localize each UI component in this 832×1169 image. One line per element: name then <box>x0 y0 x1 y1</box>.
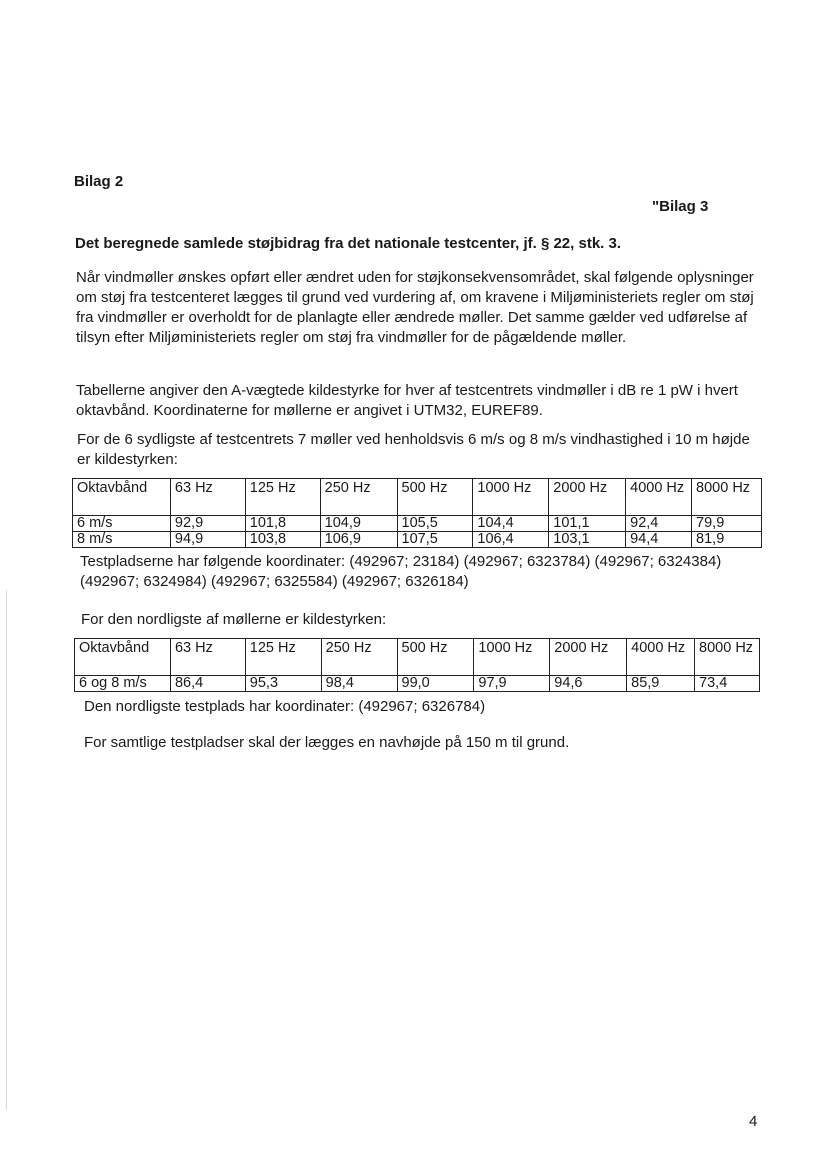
table-cell: 107,5 <box>397 532 473 548</box>
table-row <box>75 676 760 692</box>
table-cell: 94,4 <box>626 532 692 548</box>
table-cell: 73,4 <box>695 676 760 692</box>
table-header-cell: 2000 Hz <box>550 639 627 676</box>
source-strength-table-north <box>74 638 760 692</box>
table-cell: 8 m/s <box>73 532 171 548</box>
table-header-cell: 4000 Hz <box>627 639 695 676</box>
table-header-cell: 8000 Hz <box>692 479 762 516</box>
scan-margin-line <box>6 590 7 1110</box>
table-header-cell: 125 Hz <box>245 639 321 676</box>
table-cell: 79,9 <box>692 516 762 532</box>
table-cell: 101,8 <box>245 516 320 532</box>
table-cell: 98,4 <box>321 676 397 692</box>
table-cell: 101,1 <box>549 516 626 532</box>
table-cell: 103,1 <box>549 532 626 548</box>
paragraph-south-turbines: For de 6 sydligste af testcentrets 7 møller ved henholdsvis 6 m/s og 8 m/s vindhastighed i 10 m højde er kildestyrken: <box>77 431 750 468</box>
table-header-cell: 500 Hz <box>397 639 474 676</box>
table-cell: 6 og 8 m/s <box>75 676 171 692</box>
table-header-cell: 2000 Hz <box>549 479 626 516</box>
table-cell: 6 m/s <box>73 516 171 532</box>
page-number: 4 <box>749 1113 758 1130</box>
table-cell: 104,4 <box>473 516 549 532</box>
table-header-cell: 63 Hz <box>170 479 245 516</box>
table-cell: 94,9 <box>170 532 245 548</box>
section-heading: Det beregnede samlede støjbidrag fra det nationale testcenter, jf. § 22, stk. 3. <box>75 235 622 252</box>
table-cell: 86,4 <box>170 676 245 692</box>
source-strength-table-south <box>72 478 762 548</box>
table-cell: 99,0 <box>397 676 474 692</box>
table-header-cell: 500 Hz <box>397 479 473 516</box>
table-row <box>73 516 762 532</box>
table-cell: 105,5 <box>397 516 473 532</box>
coordinates-south: Testpladserne har følgende koordinater: (492967; 23184) (492967; 6323784) (492967; 6324384) (492967; 6324984) (492967; 6325584) (492967; 6326184) <box>80 553 722 590</box>
table-cell: 106,4 <box>473 532 549 548</box>
table-header-cell: 250 Hz <box>320 479 397 516</box>
table-header-cell: 8000 Hz <box>695 639 760 676</box>
table-header-cell: Oktavbånd <box>75 639 171 676</box>
annex-label-right: "Bilag 3 <box>652 198 709 215</box>
paragraph-tables-description: Tabellerne angiver den A-vægtede kildestyrke for hver af testcentrets vindmøller i dB re 1 pW i hvert oktavbånd. Koordinaterne for møllerne er angivet i UTM32, EUREF89. <box>76 382 738 419</box>
table-cell: 94,6 <box>550 676 627 692</box>
table-cell: 95,3 <box>245 676 321 692</box>
annex-label-left: Bilag 2 <box>74 173 124 190</box>
table-cell: 81,9 <box>692 532 762 548</box>
table-header-cell: 63 Hz <box>170 639 245 676</box>
table-cell: 104,9 <box>320 516 397 532</box>
coordinates-north: Den nordligste testplads har koordinater: (492967; 6326784) <box>84 698 486 715</box>
table-cell: 103,8 <box>245 532 320 548</box>
paragraph-hub-height: For samtlige testpladser skal der lægges en navhøjde på 150 m til grund. <box>84 734 570 751</box>
table-header-cell: 125 Hz <box>245 479 320 516</box>
table-cell: 97,9 <box>474 676 550 692</box>
paragraph-intro: Når vindmøller ønskes opført eller ændret uden for støjkonsekvensområdet, skal følgende oplysninger om støj fra testcenteret lægges til grund ved vurdering af, om kravene i Miljøministeriets regler om støj fra vindmøller er overholdt for de planlagte eller ændrede møller. Det samme gælder ved udførelse af tilsyn efter Miljøministeriets regler om støj fra vindmøller for de pågældende møller. <box>76 269 754 346</box>
table-header-cell: 250 Hz <box>321 639 397 676</box>
table-row <box>73 532 762 548</box>
paragraph-north-turbine: For den nordligste af møllerne er kildestyrken: <box>81 611 387 628</box>
table-header-cell: 4000 Hz <box>626 479 692 516</box>
table-cell: 92,9 <box>170 516 245 532</box>
table-cell: 92,4 <box>626 516 692 532</box>
table-header-cell: 1000 Hz <box>474 639 550 676</box>
table-header-cell: Oktavbånd <box>73 479 171 516</box>
table-cell: 106,9 <box>320 532 397 548</box>
table-header-cell: 1000 Hz <box>473 479 549 516</box>
table-cell: 85,9 <box>627 676 695 692</box>
table-header-row <box>73 479 762 516</box>
table-header-row <box>75 639 760 676</box>
